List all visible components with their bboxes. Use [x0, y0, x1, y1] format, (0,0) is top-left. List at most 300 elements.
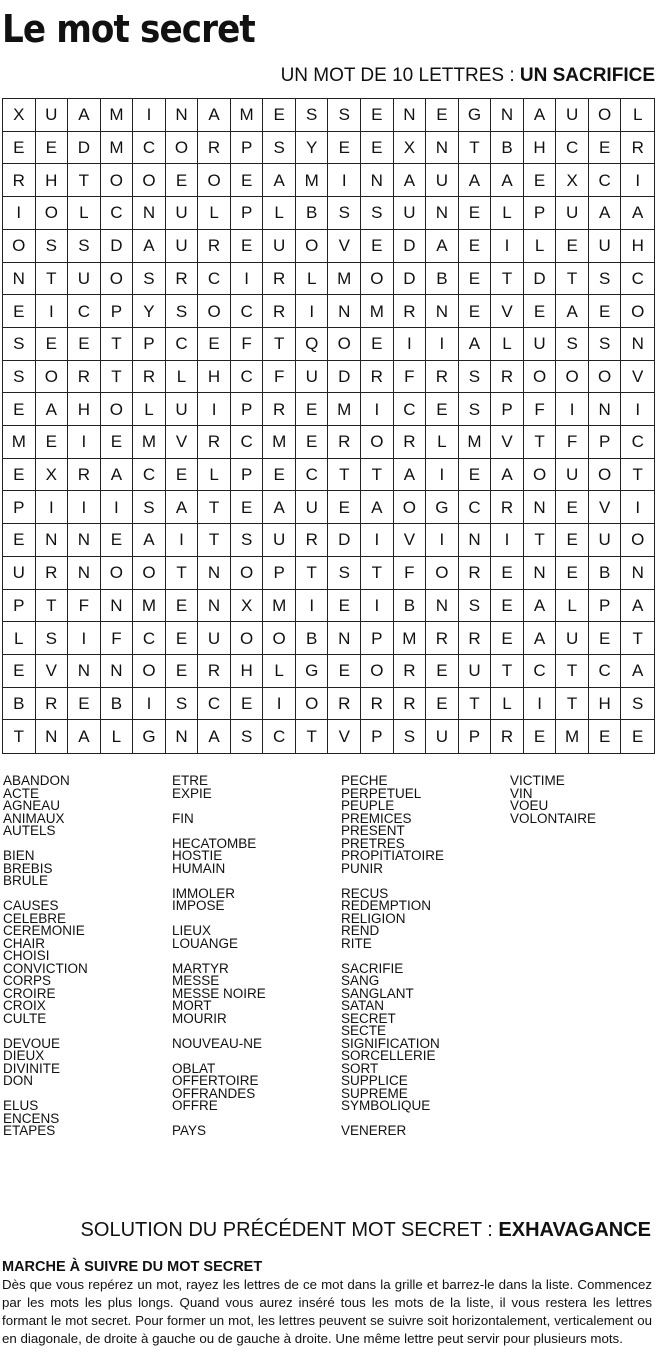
grid-cell[interactable]: B	[394, 590, 427, 623]
grid-cell[interactable]: S	[296, 99, 329, 132]
grid-cell[interactable]: I	[328, 164, 361, 197]
grid-cell[interactable]: R	[361, 688, 394, 721]
word-list-item[interactable]: DON	[3, 1073, 33, 1088]
word-list-item[interactable]: LOUANGE	[172, 935, 239, 951]
grid-cell[interactable]: S	[556, 328, 589, 361]
grid-cell[interactable]: O	[101, 393, 134, 426]
grid-cell[interactable]: F	[231, 328, 264, 361]
grid-cell[interactable]: S	[166, 295, 199, 328]
grid-cell[interactable]: U	[68, 263, 101, 296]
grid-cell[interactable]: E	[3, 524, 36, 557]
grid-cell[interactable]: I	[361, 393, 394, 426]
grid-cell[interactable]: E	[426, 99, 459, 132]
grid-cell[interactable]: S	[231, 720, 264, 753]
grid-cell[interactable]: L	[101, 720, 134, 753]
grid-cell[interactable]: I	[198, 393, 231, 426]
grid-cell[interactable]: C	[394, 393, 427, 426]
word-list-item[interactable]: CULTE	[3, 1010, 47, 1026]
grid-cell[interactable]: A	[524, 622, 557, 655]
grid-cell[interactable]: A	[426, 230, 459, 263]
grid-cell[interactable]: F	[394, 361, 427, 394]
grid-cell[interactable]: I	[556, 393, 589, 426]
grid-cell[interactable]: X	[394, 132, 427, 165]
grid-cell[interactable]: P	[231, 459, 264, 492]
word-list-item[interactable]: SANG	[341, 973, 380, 988]
word-list-item[interactable]: RECUS	[341, 885, 389, 901]
grid-cell[interactable]: E	[426, 655, 459, 688]
word-list-item[interactable]: CHOISI	[3, 948, 50, 963]
grid-cell[interactable]: S	[36, 622, 69, 655]
grid-cell[interactable]: A	[198, 720, 231, 753]
grid-cell[interactable]: E	[166, 590, 199, 623]
grid-cell[interactable]: R	[133, 361, 166, 394]
word-list-item[interactable]: SACRIFIE	[341, 960, 404, 976]
grid-cell[interactable]: A	[166, 491, 199, 524]
grid-cell[interactable]: T	[198, 491, 231, 524]
grid-cell[interactable]: N	[36, 720, 69, 753]
grid-cell[interactable]: I	[491, 524, 524, 557]
grid-cell[interactable]: O	[101, 557, 134, 590]
grid-cell[interactable]: E	[491, 622, 524, 655]
grid-cell[interactable]: T	[621, 622, 654, 655]
grid-cell[interactable]: O	[426, 557, 459, 590]
grid-cell[interactable]: I	[133, 688, 166, 721]
word-list-item[interactable]: ABANDON	[3, 773, 70, 788]
grid-cell[interactable]: I	[524, 688, 557, 721]
grid-cell[interactable]: E	[524, 720, 557, 753]
grid-cell[interactable]: C	[263, 720, 296, 753]
grid-cell[interactable]: S	[133, 491, 166, 524]
grid-cell[interactable]: B	[491, 132, 524, 165]
grid-cell[interactable]: O	[589, 99, 622, 132]
grid-cell[interactable]: R	[68, 361, 101, 394]
word-list-item[interactable]: REDEMPTION	[341, 898, 432, 913]
word-list-item[interactable]: CROIRE	[3, 985, 56, 1001]
word-list-item[interactable]: BIEN	[3, 848, 35, 863]
grid-cell[interactable]: U	[166, 230, 199, 263]
grid-cell[interactable]: B	[589, 557, 622, 590]
grid-cell[interactable]: F	[394, 557, 427, 590]
grid-cell[interactable]: C	[101, 197, 134, 230]
grid-cell[interactable]: L	[3, 622, 36, 655]
grid-cell[interactable]: E	[263, 459, 296, 492]
grid-cell[interactable]: R	[263, 263, 296, 296]
grid-cell[interactable]: A	[491, 459, 524, 492]
grid-cell[interactable]: L	[263, 197, 296, 230]
grid-cell[interactable]: Y	[296, 132, 329, 165]
grid-cell[interactable]: M	[133, 426, 166, 459]
word-list-item[interactable]: CORPS	[3, 973, 52, 988]
grid-cell[interactable]: E	[459, 197, 492, 230]
grid-cell[interactable]: X	[36, 459, 69, 492]
grid-cell[interactable]: A	[68, 99, 101, 132]
grid-cell[interactable]: E	[166, 164, 199, 197]
grid-cell[interactable]: E	[3, 655, 36, 688]
grid-cell[interactable]: N	[426, 197, 459, 230]
grid-cell[interactable]: U	[198, 622, 231, 655]
grid-cell[interactable]: G	[459, 99, 492, 132]
grid-cell[interactable]: B	[296, 197, 329, 230]
word-list-item[interactable]: PERPETUEL	[341, 785, 422, 801]
word-list-item[interactable]: VENERER	[341, 1123, 407, 1138]
word-list-item[interactable]: MESSE	[172, 973, 220, 988]
grid-cell[interactable]: M	[361, 295, 394, 328]
grid-cell[interactable]: S	[166, 688, 199, 721]
grid-cell[interactable]: O	[101, 164, 134, 197]
grid-cell[interactable]: N	[524, 491, 557, 524]
word-list-item[interactable]: PEUPLE	[341, 798, 395, 813]
grid-cell[interactable]: T	[296, 557, 329, 590]
word-list-item[interactable]: AUTELS	[3, 823, 56, 838]
grid-cell[interactable]: L	[198, 197, 231, 230]
grid-cell[interactable]: I	[621, 164, 654, 197]
grid-cell[interactable]: T	[524, 426, 557, 459]
grid-cell[interactable]: P	[361, 622, 394, 655]
grid-cell[interactable]: T	[524, 524, 557, 557]
word-list-item[interactable]: IMMOLER	[172, 885, 236, 901]
grid-cell[interactable]: R	[263, 393, 296, 426]
word-list-item[interactable]: HUMAIN	[172, 860, 226, 876]
grid-cell[interactable]: T	[621, 459, 654, 492]
grid-cell[interactable]: S	[36, 230, 69, 263]
grid-cell[interactable]: C	[296, 459, 329, 492]
grid-cell[interactable]: A	[524, 99, 557, 132]
grid-cell[interactable]: E	[231, 164, 264, 197]
grid-cell[interactable]: A	[68, 720, 101, 753]
word-list-item[interactable]: CELEBRE	[3, 910, 67, 926]
grid-cell[interactable]: V	[491, 295, 524, 328]
word-list-item[interactable]: HOSTIE	[172, 848, 223, 863]
grid-cell[interactable]: E	[426, 393, 459, 426]
grid-cell[interactable]: F	[524, 393, 557, 426]
grid-cell[interactable]: L	[621, 99, 654, 132]
grid-cell[interactable]: H	[36, 164, 69, 197]
grid-cell[interactable]: T	[68, 164, 101, 197]
word-list-item[interactable]: RITE	[341, 935, 372, 951]
grid-cell[interactable]: U	[589, 524, 622, 557]
grid-cell[interactable]: E	[459, 230, 492, 263]
grid-cell[interactable]: R	[426, 622, 459, 655]
grid-cell[interactable]: M	[3, 426, 36, 459]
grid-cell[interactable]: M	[328, 263, 361, 296]
grid-cell[interactable]: E	[3, 393, 36, 426]
word-list-item[interactable]: CONVICTION	[3, 960, 88, 976]
grid-cell[interactable]: E	[426, 688, 459, 721]
grid-cell[interactable]: V	[328, 230, 361, 263]
grid-cell[interactable]: V	[328, 720, 361, 753]
grid-cell[interactable]: B	[426, 263, 459, 296]
word-list-item[interactable]: DIEUX	[3, 1048, 45, 1063]
grid-cell[interactable]: D	[394, 230, 427, 263]
grid-cell[interactable]: X	[231, 590, 264, 623]
grid-cell[interactable]: H	[231, 655, 264, 688]
word-list-item[interactable]: SYMBOLIQUE	[341, 1098, 431, 1113]
grid-cell[interactable]: I	[394, 328, 427, 361]
grid-cell[interactable]: S	[459, 361, 492, 394]
grid-cell[interactable]: L	[166, 361, 199, 394]
grid-cell[interactable]: H	[589, 688, 622, 721]
grid-cell[interactable]: O	[394, 491, 427, 524]
grid-cell[interactable]: E	[3, 459, 36, 492]
grid-cell[interactable]: O	[3, 230, 36, 263]
grid-cell[interactable]: D	[68, 132, 101, 165]
grid-cell[interactable]: N	[3, 263, 36, 296]
grid-cell[interactable]: I	[3, 197, 36, 230]
grid-cell[interactable]: R	[328, 426, 361, 459]
word-list-item[interactable]: CAUSES	[3, 898, 59, 913]
grid-cell[interactable]: C	[589, 164, 622, 197]
grid-cell[interactable]: L	[133, 393, 166, 426]
grid-cell[interactable]: E	[556, 491, 589, 524]
grid-cell[interactable]: R	[198, 655, 231, 688]
grid-cell[interactable]: A	[133, 230, 166, 263]
grid-cell[interactable]: N	[589, 393, 622, 426]
grid-cell[interactable]: N	[68, 557, 101, 590]
grid-cell[interactable]: U	[556, 622, 589, 655]
grid-cell[interactable]: I	[231, 263, 264, 296]
word-list-item[interactable]: PUNIR	[341, 860, 384, 876]
grid-cell[interactable]: A	[361, 491, 394, 524]
grid-cell[interactable]: E	[231, 230, 264, 263]
grid-cell[interactable]: I	[426, 328, 459, 361]
grid-cell[interactable]: N	[426, 132, 459, 165]
grid-cell[interactable]: N	[166, 99, 199, 132]
grid-cell[interactable]: P	[231, 132, 264, 165]
grid-cell[interactable]: R	[394, 688, 427, 721]
word-list-item[interactable]: BREBIS	[3, 860, 53, 876]
grid-cell[interactable]: E	[36, 426, 69, 459]
grid-cell[interactable]: O	[296, 688, 329, 721]
grid-cell[interactable]: X	[3, 99, 36, 132]
grid-cell[interactable]: T	[491, 655, 524, 688]
grid-cell[interactable]: C	[133, 459, 166, 492]
grid-cell[interactable]: O	[621, 524, 654, 557]
grid-cell[interactable]: E	[231, 688, 264, 721]
grid-cell[interactable]: H	[524, 132, 557, 165]
grid-cell[interactable]: B	[3, 688, 36, 721]
grid-cell[interactable]: I	[68, 622, 101, 655]
grid-cell[interactable]: R	[621, 132, 654, 165]
grid-cell[interactable]: C	[231, 426, 264, 459]
grid-cell[interactable]: I	[361, 590, 394, 623]
grid-cell[interactable]: U	[426, 720, 459, 753]
grid-cell[interactable]: N	[198, 557, 231, 590]
grid-cell[interactable]: E	[589, 622, 622, 655]
grid-cell[interactable]: R	[263, 295, 296, 328]
grid-cell[interactable]: G	[426, 491, 459, 524]
grid-cell[interactable]: R	[394, 426, 427, 459]
grid-cell[interactable]: S	[589, 263, 622, 296]
grid-cell[interactable]: E	[198, 328, 231, 361]
grid-cell[interactable]: R	[361, 361, 394, 394]
grid-cell[interactable]: N	[426, 295, 459, 328]
grid-cell[interactable]: T	[296, 720, 329, 753]
grid-cell[interactable]: R	[328, 688, 361, 721]
grid-cell[interactable]: U	[589, 230, 622, 263]
grid-cell[interactable]: E	[361, 99, 394, 132]
grid-cell[interactable]: A	[198, 99, 231, 132]
grid-cell[interactable]: U	[3, 557, 36, 590]
grid-cell[interactable]: D	[328, 524, 361, 557]
grid-cell[interactable]: P	[3, 491, 36, 524]
grid-cell[interactable]: E	[296, 393, 329, 426]
word-list-item[interactable]: ETRE	[172, 773, 209, 788]
grid-cell[interactable]: M	[459, 426, 492, 459]
grid-cell[interactable]: E	[524, 164, 557, 197]
grid-cell[interactable]: U	[394, 197, 427, 230]
grid-cell[interactable]: P	[361, 720, 394, 753]
grid-cell[interactable]: L	[198, 459, 231, 492]
grid-cell[interactable]: E	[101, 524, 134, 557]
grid-cell[interactable]: S	[361, 197, 394, 230]
grid-cell[interactable]: M	[263, 590, 296, 623]
grid-cell[interactable]: O	[231, 622, 264, 655]
grid-cell[interactable]: N	[166, 720, 199, 753]
grid-cell[interactable]: E	[3, 295, 36, 328]
word-list-item[interactable]: ACTE	[3, 785, 40, 801]
grid-cell[interactable]: H	[621, 230, 654, 263]
word-list-item[interactable]: ELUS	[3, 1098, 39, 1113]
grid-cell[interactable]: A	[621, 655, 654, 688]
word-list-item[interactable]: OFFRANDES	[172, 1085, 256, 1101]
grid-cell[interactable]: M	[394, 622, 427, 655]
word-list-item[interactable]: SIGNIFICATION	[341, 1035, 440, 1051]
grid-cell[interactable]: H	[198, 361, 231, 394]
grid-cell[interactable]: U	[36, 99, 69, 132]
word-list-item[interactable]: SANGLANT	[341, 985, 414, 1001]
grid-cell[interactable]: E	[231, 491, 264, 524]
word-list-item[interactable]: VICTIME	[510, 773, 565, 788]
word-list-item[interactable]: MARTYR	[172, 960, 229, 976]
grid-cell[interactable]: D	[328, 361, 361, 394]
word-list-item[interactable]: OFFRE	[172, 1098, 218, 1113]
grid-cell[interactable]: U	[556, 197, 589, 230]
grid-cell[interactable]: P	[459, 720, 492, 753]
grid-cell[interactable]: E	[328, 491, 361, 524]
word-list-item[interactable]: DEVOUE	[3, 1035, 61, 1051]
word-list-item[interactable]: PREMICES	[341, 810, 412, 826]
grid-cell[interactable]: V	[394, 524, 427, 557]
grid-cell[interactable]: R	[491, 491, 524, 524]
grid-cell[interactable]: U	[166, 393, 199, 426]
grid-cell[interactable]: E	[556, 230, 589, 263]
grid-cell[interactable]: F	[101, 622, 134, 655]
grid-cell[interactable]: S	[328, 557, 361, 590]
grid-cell[interactable]: I	[166, 524, 199, 557]
grid-cell[interactable]: P	[589, 426, 622, 459]
grid-cell[interactable]: A	[36, 393, 69, 426]
grid-cell[interactable]: E	[68, 688, 101, 721]
grid-cell[interactable]: R	[394, 295, 427, 328]
grid-cell[interactable]: M	[296, 164, 329, 197]
grid-cell[interactable]: T	[36, 590, 69, 623]
grid-cell[interactable]: N	[328, 622, 361, 655]
word-list-item[interactable]: OBLAT	[172, 1060, 216, 1076]
grid-cell[interactable]: P	[524, 197, 557, 230]
word-list-item[interactable]: CEREMONIE	[3, 923, 85, 938]
word-list-item[interactable]: AGNEAU	[3, 798, 61, 813]
grid-cell[interactable]: S	[231, 524, 264, 557]
grid-cell[interactable]: D	[524, 263, 557, 296]
word-list-item[interactable]: SORCELLERIE	[341, 1048, 436, 1063]
grid-cell[interactable]: R	[36, 688, 69, 721]
word-list-item[interactable]: EXPIE	[172, 785, 212, 801]
grid-cell[interactable]: A	[524, 590, 557, 623]
grid-cell[interactable]: I	[36, 491, 69, 524]
grid-cell[interactable]: L	[68, 197, 101, 230]
grid-cell[interactable]: E	[68, 328, 101, 361]
grid-cell[interactable]: A	[589, 197, 622, 230]
grid-cell[interactable]: A	[556, 295, 589, 328]
grid-cell[interactable]: A	[621, 590, 654, 623]
grid-cell[interactable]: F	[263, 361, 296, 394]
grid-cell[interactable]: I	[36, 295, 69, 328]
grid-cell[interactable]: N	[621, 328, 654, 361]
grid-cell[interactable]: O	[133, 655, 166, 688]
grid-cell[interactable]: X	[556, 164, 589, 197]
grid-cell[interactable]: N	[328, 295, 361, 328]
word-list-item[interactable]: SECTE	[341, 1023, 387, 1038]
grid-cell[interactable]: E	[589, 132, 622, 165]
grid-cell[interactable]: S	[328, 99, 361, 132]
grid-cell[interactable]: O	[556, 361, 589, 394]
grid-cell[interactable]: A	[133, 524, 166, 557]
grid-cell[interactable]: D	[101, 230, 134, 263]
grid-cell[interactable]: F	[68, 590, 101, 623]
word-list-item[interactable]: RELIGION	[341, 910, 406, 926]
grid-cell[interactable]: I	[621, 393, 654, 426]
grid-cell[interactable]: T	[36, 263, 69, 296]
grid-cell[interactable]: C	[133, 622, 166, 655]
grid-cell[interactable]: M	[231, 99, 264, 132]
grid-cell[interactable]: F	[556, 426, 589, 459]
grid-cell[interactable]: V	[36, 655, 69, 688]
grid-cell[interactable]: T	[361, 459, 394, 492]
grid-cell[interactable]: E	[459, 459, 492, 492]
grid-cell[interactable]: R	[3, 164, 36, 197]
grid-cell[interactable]: A	[394, 164, 427, 197]
grid-cell[interactable]: U	[556, 99, 589, 132]
word-list-item[interactable]: PROPITIATOIRE	[341, 848, 445, 863]
grid-cell[interactable]: S	[589, 328, 622, 361]
word-list-item[interactable]: VOLONTAIRE	[510, 810, 597, 826]
grid-cell[interactable]: I	[68, 426, 101, 459]
grid-cell[interactable]: E	[296, 426, 329, 459]
grid-cell[interactable]: T	[3, 720, 36, 753]
grid-cell[interactable]: R	[296, 524, 329, 557]
word-list-item[interactable]: NOUVEAU-NE	[172, 1035, 263, 1051]
grid-cell[interactable]: R	[459, 622, 492, 655]
grid-cell[interactable]: U	[459, 655, 492, 688]
grid-cell[interactable]: E	[101, 426, 134, 459]
grid-cell[interactable]: S	[133, 263, 166, 296]
grid-cell[interactable]: I	[426, 524, 459, 557]
grid-cell[interactable]: N	[621, 557, 654, 590]
grid-cell[interactable]: E	[589, 295, 622, 328]
grid-cell[interactable]: N	[36, 524, 69, 557]
grid-cell[interactable]: N	[394, 99, 427, 132]
grid-cell[interactable]: S	[3, 361, 36, 394]
grid-cell[interactable]: N	[524, 557, 557, 590]
word-list-item[interactable]: SECRET	[341, 1010, 396, 1026]
grid-cell[interactable]: M	[101, 99, 134, 132]
grid-cell[interactable]: O	[328, 328, 361, 361]
grid-cell[interactable]: C	[556, 132, 589, 165]
word-list-item[interactable]: HECATOMBE	[172, 835, 257, 851]
grid-cell[interactable]: L	[524, 230, 557, 263]
grid-cell[interactable]: U	[263, 230, 296, 263]
word-list-item[interactable]: MORT	[172, 998, 212, 1013]
